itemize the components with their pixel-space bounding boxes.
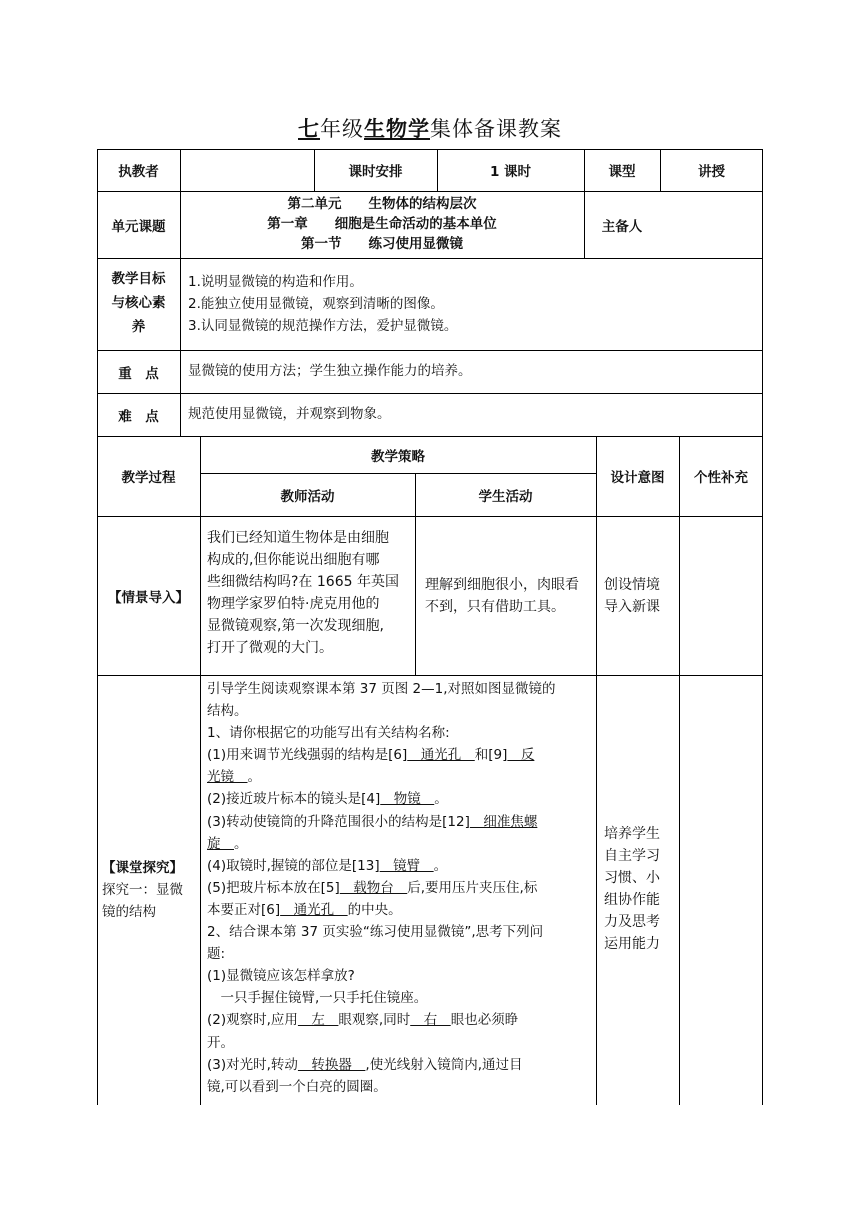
goal-item: 2.能独立使用显微镜，观察到清晰的图像。 [188, 296, 444, 312]
title-doc: 集体备课教案 [430, 117, 562, 141]
text-line: 力及思考 [604, 914, 660, 930]
process-label: 教学过程 [121, 470, 176, 486]
intro-student-activity [425, 574, 593, 618]
text-span: (2)接近玻片标本的镜头是[4] [207, 791, 381, 808]
answer-blank: 物镜 [380, 791, 435, 808]
answer-blank: 光镜 [207, 769, 248, 786]
text-line: 我们已经知道生物体是由细胞 [207, 530, 389, 546]
answer-blank: 细准焦螺 [469, 813, 538, 830]
unit-line-3: 第一节 练习使用显微镜 [301, 236, 463, 252]
text-line [207, 1054, 593, 1076]
text-line: 打开了微观的大门。 [207, 640, 333, 656]
goals-label-2: 与核心素 [111, 295, 166, 311]
text-span: (4)取镜时,握镜的部位是[13] [207, 857, 380, 874]
difficulty-text: 规范使用显微镜，并观察到物象。 [188, 406, 391, 422]
explore-title: 【课堂探究】 [102, 860, 183, 876]
text-span: ,使光线射入镜筒内,通过目 [365, 1056, 523, 1073]
explore-subtitle: 镜的结构 [102, 904, 156, 920]
text-span: (2)观察时,应用 [207, 1012, 298, 1029]
text-line: 导入新课 [604, 599, 660, 615]
text-line: 理解到细胞很小，肉眼看 [425, 577, 579, 593]
goal-item: 3.认同显微镜的规范操作方法，爱护显微镜。 [188, 318, 458, 334]
text-span: 。 [433, 857, 448, 874]
answer-blank: 通光孔 [280, 901, 348, 918]
unit-label: 单元课题 [111, 218, 166, 235]
text-line: 培养学生 [604, 826, 660, 842]
answer-blank: 反 [507, 747, 535, 764]
text-span: 。 [247, 769, 261, 786]
text-span: 本要正对[6] [207, 901, 281, 918]
answer-blank: 旋 [207, 835, 234, 852]
text-line: 结构。 [207, 703, 248, 720]
text-line: 运用能力 [604, 936, 660, 952]
teacher-value [180, 149, 314, 191]
unit-line-2: 第一章 细胞是生命活动的基本单位 [267, 216, 497, 232]
text-line: 物理学家罗伯特·虎克用他的 [207, 596, 380, 612]
difficulty-label: 难 点 [118, 408, 159, 425]
goals-label-3: 养 [131, 319, 146, 335]
text-line: 开。 [207, 1034, 234, 1051]
goal-item: 1.说明显微镜的构造和作用。 [188, 274, 363, 290]
text-span: 后,要用压片夹压住,标 [407, 879, 538, 896]
text-span: 的中央。 [347, 901, 402, 918]
text-span: 。 [234, 835, 248, 852]
text-line: 引导学生阅读观察课本第 37 页图 2—1,对照如图显微镜的 [207, 681, 556, 697]
text-line [207, 1009, 593, 1031]
answer-blank: 载物台 [339, 879, 408, 896]
teacher-label: 执教者 [118, 164, 159, 180]
explore-teacher-activity [207, 678, 593, 1098]
title-subject: 生物学 [364, 117, 430, 141]
text-line: 2、结合课本第 37 页实验“练习使用显微镜”,思考下列问 [207, 924, 544, 941]
text-line: 不到，只有借助工具。 [425, 599, 565, 615]
schedule-value: 1 课时 [489, 164, 532, 180]
text-line: 习惯、小 [604, 870, 660, 886]
text-line: 自主学习 [604, 848, 660, 864]
schedule-label: 课时安排 [348, 164, 403, 180]
explore-label [102, 857, 198, 923]
text-line [207, 811, 593, 833]
text-span: (1)用来调节光线强弱的结构是[6] [207, 747, 408, 764]
intro-label: 【情景导入】 [108, 589, 189, 606]
text-span: 和[9] [474, 747, 508, 764]
page-title [0, 113, 860, 143]
text-line: 1、请你根据它的功能写出有关结构名称: [207, 725, 450, 742]
goals-label [97, 258, 180, 350]
explore-design-intent [604, 823, 676, 955]
text-line: 镜,可以看到一个白亮的圆圈。 [207, 1078, 387, 1095]
text-line: 构成的,但你能说出细胞有哪 [207, 552, 380, 568]
text-span: 。 [434, 791, 448, 808]
text-line [207, 855, 593, 877]
goals-label-1: 教学目标 [111, 271, 166, 287]
strategy-label: 教学策略 [371, 448, 425, 465]
text-line: 创设情境 [604, 577, 660, 593]
teacher-activity-label: 教师活动 [280, 488, 335, 505]
answer-blank: 转换器 [297, 1056, 366, 1073]
text-line: 些细微结构吗?在 1665 年英国 [207, 574, 399, 590]
key-point-label: 重 点 [118, 365, 159, 382]
intro-teacher-activity [207, 527, 413, 659]
text-line: (1)显微镜应该怎样拿放? [207, 968, 355, 985]
design-intent-label: 设计意图 [610, 470, 665, 486]
text-span: (5)把玻片标本放在[5] [207, 879, 340, 896]
text-span: 眼观察,同时 [338, 1012, 411, 1029]
goals-list [188, 258, 584, 350]
text-line [207, 899, 593, 921]
text-line [207, 744, 593, 766]
text-line: 显微镜观察,第一次发现细胞, [207, 618, 384, 634]
answer-blank: 左 [297, 1012, 339, 1029]
title-grade: 年级 [320, 117, 364, 141]
preparer-label: 主备人 [601, 218, 643, 235]
title-grade-number: 七 [298, 117, 320, 141]
type-label: 课型 [608, 164, 636, 180]
unit-title [180, 191, 584, 258]
text-line [207, 788, 593, 810]
type-value: 讲授 [698, 164, 725, 180]
unit-line-1: 第二单元 生物体的结构层次 [287, 196, 477, 212]
text-span: (3)转动使镜筒的升降范围很小的结构是[12] [207, 813, 470, 830]
key-point-text: 显微镜的使用方法；学生独立操作能力的培养。 [188, 363, 472, 379]
text-line: 组协作能 [604, 892, 660, 908]
text-span: 眼也必须睁 [450, 1012, 519, 1029]
intro-design-intent [604, 574, 676, 618]
supplement-label: 个性补充 [694, 470, 748, 486]
text-span: (3)对光时,转动 [207, 1056, 298, 1073]
answer-blank: 镜臂 [379, 857, 434, 874]
explore-subtitle: 探究一：显微 [102, 882, 183, 898]
text-line [207, 877, 593, 899]
text-line: 一只手握住镜臂,一只手托住镜座。 [207, 990, 428, 1007]
preparer-value [660, 191, 763, 258]
text-line [207, 766, 593, 788]
student-activity-label: 学生活动 [478, 488, 533, 505]
answer-blank: 右 [410, 1012, 451, 1029]
text-line: 题: [207, 946, 226, 963]
text-line [207, 833, 593, 855]
answer-blank: 通光孔 [407, 747, 475, 764]
